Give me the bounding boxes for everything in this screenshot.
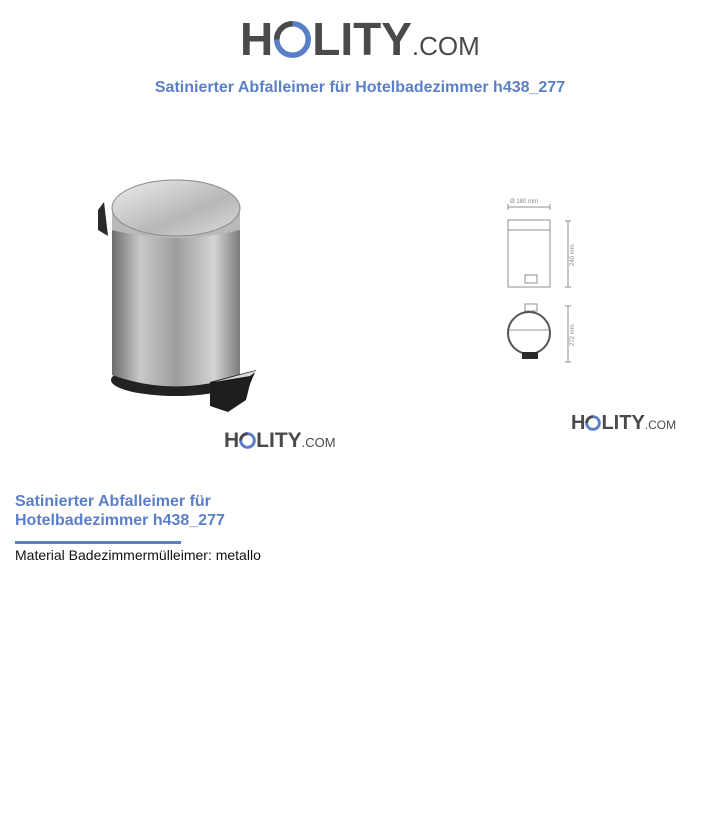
logo-letter-h: H xyxy=(240,13,274,65)
photo-logo-word-end: LITY xyxy=(256,429,302,452)
drawing-logo-o-icon xyxy=(585,415,601,431)
logo-domain: .COM xyxy=(411,31,480,61)
product-title-line2: Hotelbadezimmer h438_277 xyxy=(15,512,225,529)
drawing-diameter: Ø 180 mm xyxy=(510,199,539,205)
drawing-watermark-logo xyxy=(571,413,676,433)
drawing-logo-letter-h: H xyxy=(571,412,586,434)
drawing-depth: 272 mm xyxy=(570,324,576,346)
product-title xyxy=(15,492,275,530)
photo-logo-domain: .COM xyxy=(301,435,336,450)
technical-drawing[interactable] xyxy=(498,194,588,374)
material-spec xyxy=(15,547,261,563)
drawing-logo-domain: .COM xyxy=(644,418,677,432)
product-photo[interactable] xyxy=(90,170,270,420)
drawing-height: 240 mm xyxy=(570,244,576,266)
material-value: metallo xyxy=(215,547,261,563)
drawing-logo-word-end: LITY xyxy=(601,412,645,434)
site-logo[interactable] xyxy=(240,14,480,66)
product-title-line1: Satinierter Abfalleimer für xyxy=(15,493,211,510)
photo-logo-o-icon xyxy=(239,432,256,449)
logo-word-end: LITY xyxy=(312,13,412,65)
title-underline xyxy=(15,541,181,544)
material-label: Material Badezimmermülleimer: xyxy=(15,547,212,563)
logo-o-icon xyxy=(274,19,311,56)
photo-logo-letter-h: H xyxy=(224,429,240,452)
photo-watermark-logo xyxy=(224,430,336,451)
photo-hinge xyxy=(98,202,108,236)
page-title: Satinierter Abfalleimer für Hotelbadezimmer h438_277 xyxy=(154,79,566,96)
